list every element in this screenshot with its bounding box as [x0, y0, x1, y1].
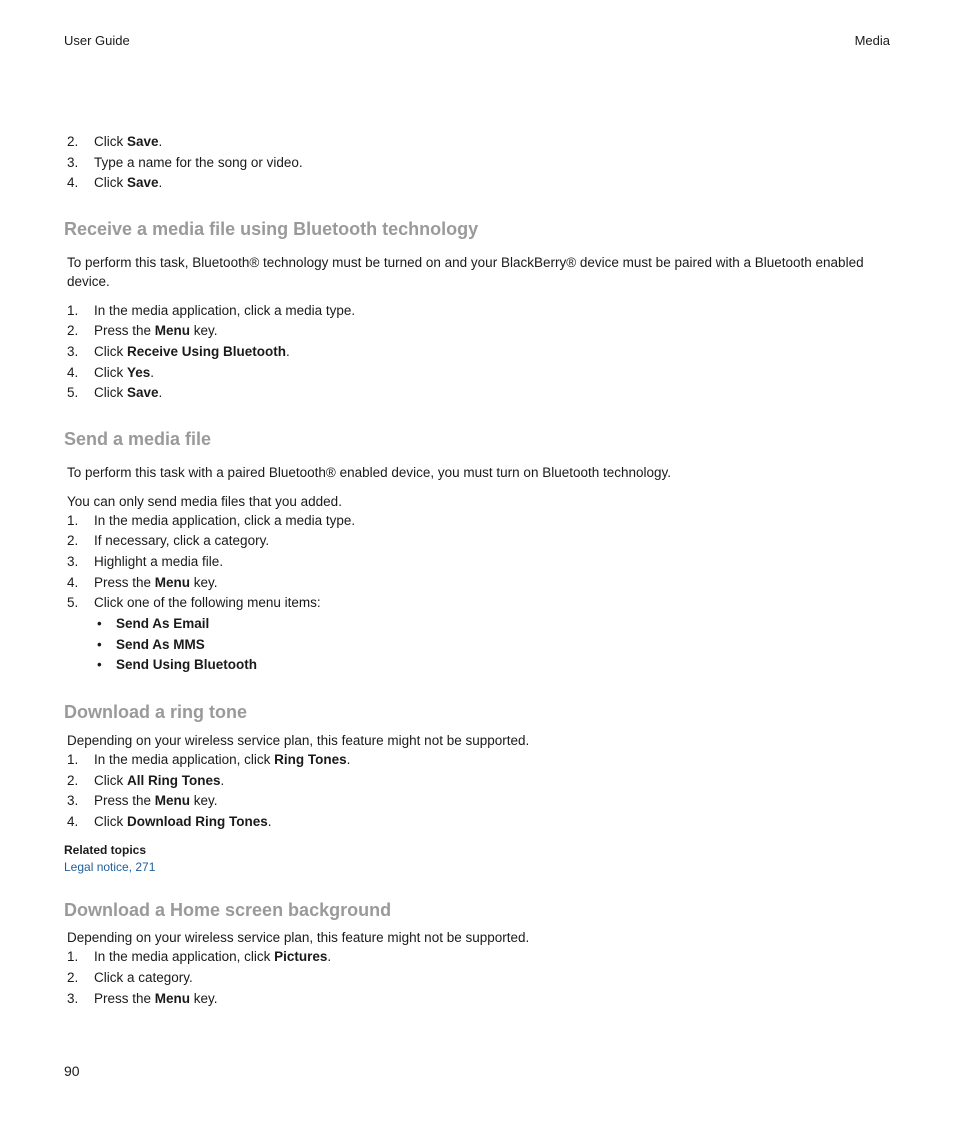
list-item: 2. If necessary, click a category. [67, 533, 270, 548]
list-item: 3. Press the Menu key. [67, 991, 218, 1006]
list-item: 2. Click All Ring Tones. [67, 773, 225, 788]
section-heading-send-media: Send a media file [64, 429, 212, 449]
section-intro: To perform this task with a paired Bluetooth® enabled device, you must turn on Bluetooth technology. [67, 465, 672, 480]
list-item: 4. Click Save. [67, 175, 163, 190]
bullet-icon: • [97, 657, 102, 672]
section-heading-receive-bluetooth: Receive a media file using Bluetooth technology [64, 219, 479, 239]
section-intro: To perform this task, Bluetooth® technology must be turned on and your BlackBerry® device must be paired with a Bluetooth enabled device. [67, 255, 864, 289]
list-item: 2. Click Save. [67, 134, 163, 149]
bullet-item: • Send As MMS [97, 637, 205, 652]
list-item: 2. Press the Menu key. [67, 323, 218, 338]
section-heading-home-background: Download a Home screen background [64, 900, 392, 920]
section-intro: Depending on your wireless service plan, this feature might not be supported. [67, 930, 530, 945]
list-item: 3. Press the Menu key. [67, 793, 218, 808]
list-item: 3. Click Receive Using Bluetooth. [67, 344, 290, 359]
list-item: 4. Press the Menu key. [67, 575, 218, 590]
list-item: 3. Highlight a media file. [67, 554, 224, 569]
running-header-left: User Guide [64, 33, 130, 48]
section-intro: Depending on your wireless service plan, this feature might not be supported. [67, 733, 530, 748]
list-item: 2. Click a category. [67, 970, 193, 985]
related-topics-title: Related topics [64, 843, 147, 857]
list-item: 3. Type a name for the song or video. [67, 155, 303, 170]
bullet-item: • Send Using Bluetooth [97, 657, 257, 672]
section-note: You can only send media files that you added. [67, 494, 342, 509]
list-item: 4. Click Download Ring Tones. [67, 814, 272, 829]
list-item: 5. Click Save. [67, 385, 163, 400]
bullet-icon: • [97, 637, 102, 652]
list-item: 1. In the media application, click Pictures. [67, 949, 332, 964]
list-item: 1. In the media application, click a media type. [67, 513, 356, 528]
page-number: 90 [64, 1063, 80, 1079]
bullet-icon: • [97, 616, 102, 631]
running-header-right: Media [854, 33, 890, 48]
section-heading-ring-tone: Download a ring tone [64, 702, 247, 722]
list-item: 1. In the media application, click Ring Tones. [67, 752, 351, 767]
list-item: 1. In the media application, click a media type. [67, 303, 356, 318]
list-item: 4. Click Yes. [67, 365, 155, 380]
bullet-item: • Send As Email [97, 616, 210, 631]
list-item: 5. Click one of the following menu items: [67, 595, 321, 610]
related-topic-link[interactable]: Legal notice, 271 [64, 860, 156, 874]
